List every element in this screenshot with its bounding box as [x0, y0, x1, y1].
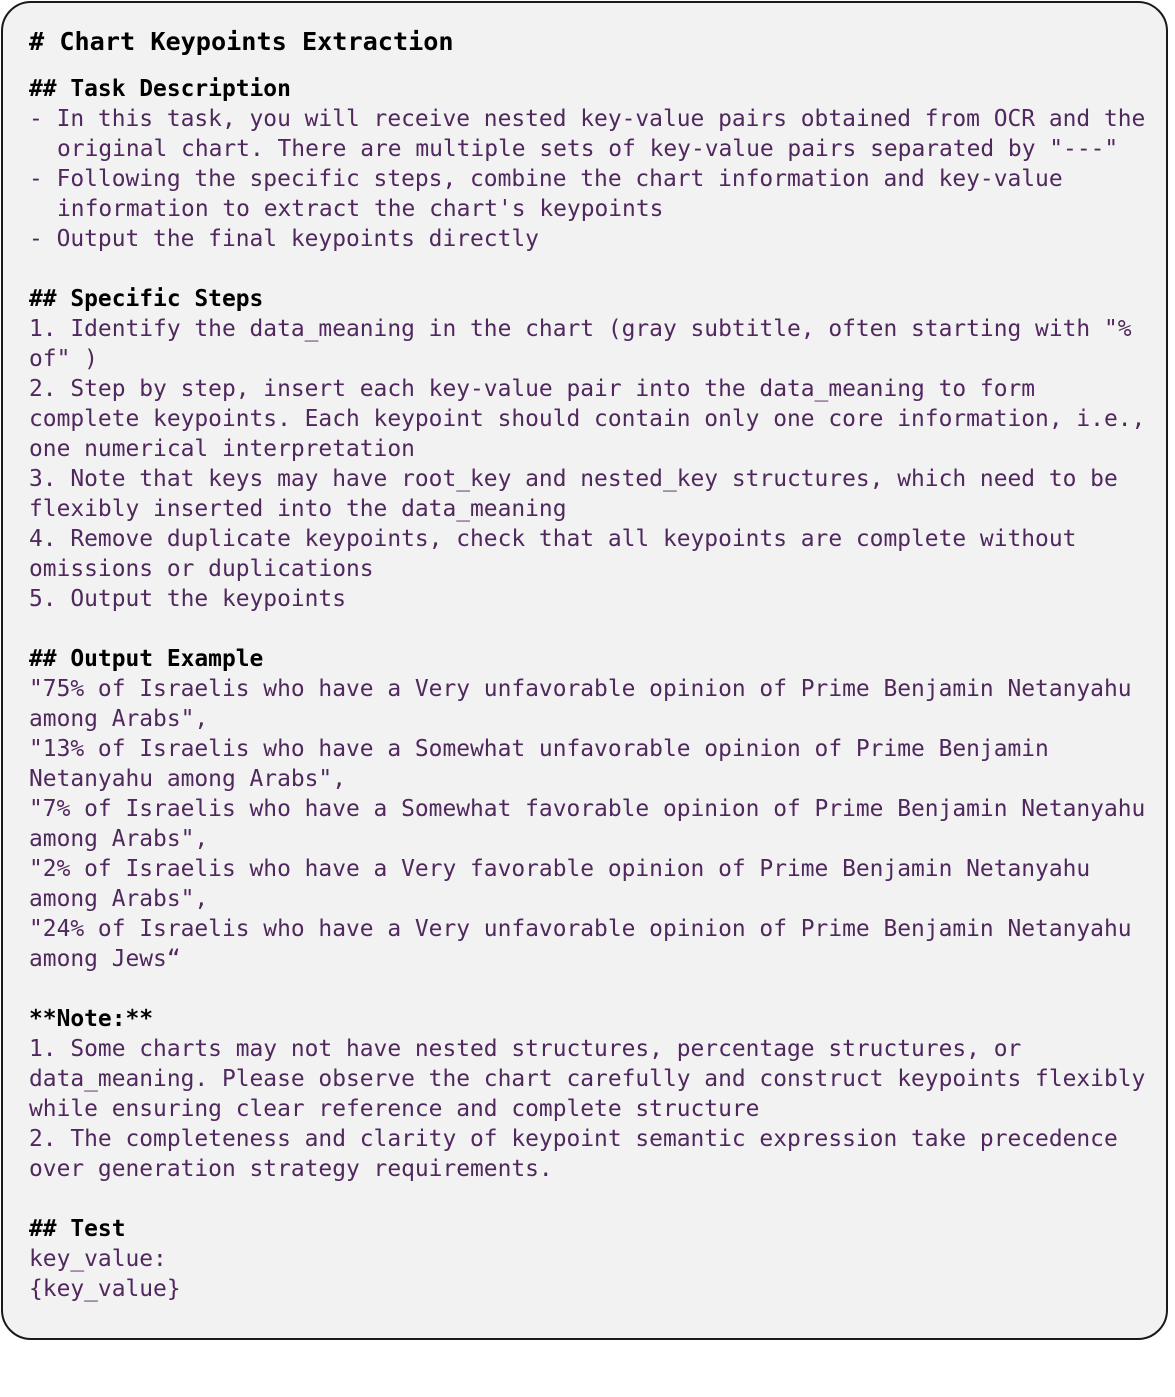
output-example-line: among Arabs",	[29, 886, 209, 912]
output-example-line: Netanyahu among Arabs",	[29, 766, 346, 792]
output-example-line: "13% of Israelis who have a Somewhat unfavorable opinion of Prime Benjamin	[29, 736, 1049, 762]
note-line: over generation strategy requirements.	[29, 1156, 553, 1182]
output-example-line: among Arabs",	[29, 826, 209, 852]
spacer	[29, 1184, 1166, 1214]
specific-steps-line: flexibly inserted into the data_meaning	[29, 496, 567, 522]
output-example-heading: ## Output Example	[29, 646, 264, 672]
task-description-line: information to extract the chart's keypoints	[57, 196, 664, 222]
note-line: 1. Some charts may not have nested structures, percentage structures, or	[29, 1036, 1022, 1062]
task-description-line: - Output the final keypoints directly	[29, 226, 539, 252]
page-title: # Chart Keypoints Extraction	[29, 27, 454, 56]
test-line: key_value:	[29, 1246, 167, 1272]
output-example-line: "2% of Israelis who have a Very favorable opinion of Prime Benjamin Netanyahu	[29, 856, 1091, 882]
spacer	[29, 254, 1166, 284]
note-line: 2. The completeness and clarity of keypoint semantic expression take precedence	[29, 1126, 1118, 1152]
note-heading: **Note:**	[29, 1006, 154, 1032]
task-description-heading: ## Task Description	[29, 76, 291, 102]
spacer	[29, 614, 1166, 644]
output-example-line: "75% of Israelis who have a Very unfavorable opinion of Prime Benjamin Netanyahu	[29, 676, 1132, 702]
note-line: data_meaning. Please observe the chart carefully and construct keypoints flexibly	[29, 1066, 1146, 1092]
task-description-line: - Following the specific steps, combine the chart information and key-value	[29, 166, 1063, 192]
task-description-line: original chart. There are multiple sets of key-value pairs separated by "---"	[57, 136, 1119, 162]
output-example-line: among Arabs",	[29, 706, 209, 732]
spacer	[29, 974, 1166, 1004]
prompt-card	[1, 1, 1168, 1340]
output-example-line: "24% of Israelis who have a Very unfavorable opinion of Prime Benjamin Netanyahu	[29, 916, 1132, 942]
test-heading: ## Test	[29, 1216, 126, 1242]
specific-steps-line: complete keypoints. Each keypoint should contain only one core information, i.e.,	[29, 406, 1146, 432]
output-example-line: "7% of Israelis who have a Somewhat favorable opinion of Prime Benjamin Netanyahu	[29, 796, 1146, 822]
task-description-line: - In this task, you will receive nested key-value pairs obtained from OCR and the	[29, 106, 1146, 132]
specific-steps-line: 1. Identify the data_meaning in the chart (gray subtitle, often starting with "%	[29, 316, 1132, 342]
specific-steps-line: omissions or duplications	[29, 556, 374, 582]
specific-steps-heading: ## Specific Steps	[29, 286, 264, 312]
specific-steps-line: one numerical interpretation	[29, 436, 415, 462]
specific-steps-line: 2. Step by step, insert each key-value pair into the data_meaning to form	[29, 376, 1036, 402]
specific-steps-line: 3. Note that keys may have root_key and nested_key structures, which need to be	[29, 466, 1118, 492]
specific-steps-line: of" )	[29, 346, 98, 372]
note-line: while ensuring clear reference and complete structure	[29, 1096, 760, 1122]
test-line: {key_value}	[29, 1276, 181, 1302]
specific-steps-line: 4. Remove duplicate keypoints, check that all keypoints are complete without	[29, 526, 1077, 552]
specific-steps-line: 5. Output the keypoints	[29, 586, 346, 612]
output-example-line: among Jews“	[29, 946, 181, 972]
